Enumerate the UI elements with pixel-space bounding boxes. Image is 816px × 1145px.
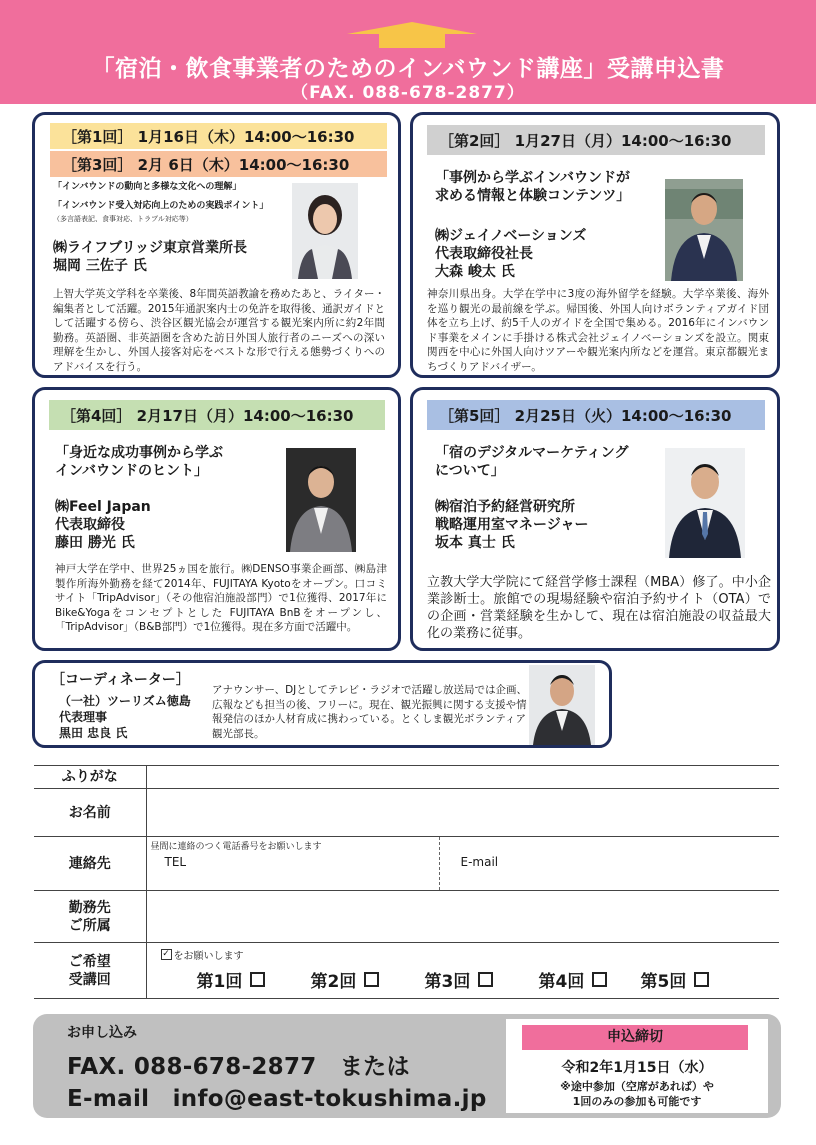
session-card-5 xyxy=(410,387,780,651)
name-field[interactable] xyxy=(146,789,779,837)
session-subtitle: 「宿のデジタルマーケティング について」 xyxy=(435,445,629,479)
up-arrow-icon xyxy=(337,20,487,50)
session-choices xyxy=(197,967,755,992)
deadline-heading: 申込締切 xyxy=(522,1025,748,1050)
label-furigana: ふりがな xyxy=(34,766,146,789)
choice-session-1[interactable] xyxy=(197,967,311,992)
checkbox-icon[interactable] xyxy=(364,972,379,987)
contact-cell xyxy=(146,837,779,891)
apply-heading: お申し込み xyxy=(67,1025,137,1041)
deadline-note: ※途中参加（空席があれば）や 1回のみの参加も可能です xyxy=(560,1080,714,1108)
coordinator-box xyxy=(32,660,612,748)
session-card-4 xyxy=(32,387,401,651)
speaker-name: ㈱Feel Japan 代表取締役 藤田 勝光 氏 xyxy=(55,499,151,551)
apply-email[interactable]: E-mail info@east-tokushima.jp xyxy=(67,1086,487,1112)
session-subtitle: 「事例から学ぶインバウンドが 求める情報と体験コンテンツ」 xyxy=(435,170,631,204)
speaker-name: ㈱ジェイノベーションズ 代表取締役社長 大森 峻太 氏 xyxy=(435,228,587,280)
label-preferred-sessions: ご希望 受講回 xyxy=(34,943,146,999)
tel-field[interactable]: TEL xyxy=(164,855,187,869)
page-title: 「宿泊・飲食事業者のためのインバウンド講座」受講申込書 xyxy=(91,56,725,82)
contact-note: 昼間に連絡のつく電話番号をお願いします xyxy=(150,842,322,852)
label-contact: 連絡先 xyxy=(34,837,146,891)
session-bar-1: ［第1回］ 1月16日（木）14:00～16:30 xyxy=(50,123,387,149)
contact-divider xyxy=(439,837,440,890)
speaker-name: ㈱ライフブリッジ東京営業所長 堀岡 三佐子 氏 xyxy=(53,240,248,274)
speaker-bio: 神奈川県出身。大学在学中に3度の海外留学を経験。大学卒業後、海外を巡り観光の最前線を学ぶ。帰国後、外国人向けボランティアガイド団体を立ち上げ、約5千人のガイドを全国で集める。2016年にインバウンド事業をメインに手掛ける株式会社ジェイノベーションズを設立。関東関西を中心に外国人向けツアーや観光案内所などを運営。東京都観光まちづくりアドバイザー。 xyxy=(427,288,769,373)
speaker-name: ㈱宿泊予約経営研究所 戦略運用室マネージャー 坂本 真士 氏 xyxy=(435,499,589,551)
checkbox-sample-icon: ✓ xyxy=(162,949,170,959)
speaker-photo-sakamoto xyxy=(665,448,745,558)
speaker-photo-omori xyxy=(665,179,743,281)
email-field[interactable]: E-mail xyxy=(460,855,499,869)
label-name: お名前 xyxy=(34,789,146,837)
apply-fax: FAX. 088-678-2877 または xyxy=(67,1054,410,1080)
session-subtitle xyxy=(53,181,293,226)
choice-session-4[interactable] xyxy=(539,967,641,992)
session-subtitle: 「身近な成功事例から学ぶ インバウンドのヒント」 xyxy=(55,445,223,479)
choice-label: 第2回 xyxy=(310,972,357,992)
furigana-field[interactable] xyxy=(146,766,779,789)
check-instruction xyxy=(161,947,244,962)
deadline-date: 令和2年1月15日（水） xyxy=(561,1060,713,1076)
subtitle-line-2: 「インバウンド受入対応向上のための実践ポイント」 xyxy=(53,201,269,211)
checkbox-icon[interactable] xyxy=(250,972,265,987)
session-bar-3: ［第3回］ 2月 6日（木）14:00～16:30 xyxy=(50,151,387,177)
speaker-photo-horioka xyxy=(292,183,358,279)
session-bar-2: ［第2回］ 1月27日（月）14:00～16:30 xyxy=(427,125,765,155)
application-form xyxy=(34,765,779,999)
application-info xyxy=(33,1014,781,1118)
deadline-box xyxy=(506,1019,768,1113)
session-bar-4: ［第4回］ 2月17日（月）14:00～16:30 xyxy=(49,400,385,430)
speaker-bio: 上智大学英文学科を卒業後、8年間英語教諭を務めたあと、ライター・編集者として活躍。2015年通訳案内士の免許を取得後、通訳ガイドとして活躍する傍ら、渋谷区観光協会が運営する観光案内所に約2年間勤務。英語圏、非英語圏を含めた訪日外国人旅行者のニーズへの深い理解を生かし、外国人接客対応をベストな形で行える態勢づくりへのアドバイスを行う。 xyxy=(53,288,385,373)
speaker-photo-fujita xyxy=(286,448,356,552)
coordinator-photo xyxy=(529,665,595,745)
choice-session-5[interactable] xyxy=(641,967,755,992)
header-fax: （FAX. 088-678-2877） xyxy=(291,83,525,103)
coordinator-name: （一社）ツーリズム徳島 代表理事 黒田 忠良 氏 xyxy=(59,694,191,740)
coordinator-heading: ［コーディネーター］ xyxy=(51,672,190,688)
speaker-bio: 神戸大学在学中、世界25ヵ国を旅行。㈱DENSO事業企画部、㈱島津製作所海外勤務を経て2014年、FUJITAYA Kyotoをオープン。口コミサイト「TripAdvisor」（その他宿泊施設部門）で1位獲得、2017年にBike&Yogaをコンセプトとした FUJITAYA BnBをオープンし、「TripAdvisor」（B&B部門）で1位獲得。現在多方面で活躍中。 xyxy=(55,563,387,633)
choice-label: 第4回 xyxy=(538,972,585,992)
subtitle-note: （多言語表記、食事対応、トラブル対応等） xyxy=(53,215,193,223)
subtitle-line-1: 「インバウンドの動向と多様な文化への理解」 xyxy=(53,182,242,192)
choice-label: 第3回 xyxy=(424,972,471,992)
speaker-bio: 立教大学大学院にて経営学修士課程（MBA）修了。中小企業診断士。旅館での現場経験や宿泊予約サイト（OTA）での企画・営業経験を生かして、現在は宿泊施設の収益最大化の業務に従事。 xyxy=(427,575,771,641)
session-bar-5: ［第5回］ 2月25日（火）14:00～16:30 xyxy=(427,400,765,430)
checkbox-icon[interactable] xyxy=(478,972,493,987)
choice-session-2[interactable] xyxy=(311,967,425,992)
choice-label: 第1回 xyxy=(196,972,243,992)
session-card-1-3 xyxy=(32,112,401,378)
choice-label: 第5回 xyxy=(640,972,687,992)
workplace-field[interactable] xyxy=(146,891,779,943)
label-workplace: 勤務先 ご所属 xyxy=(34,891,146,943)
checkbox-icon[interactable] xyxy=(592,972,607,987)
coordinator-bio: アナウンサー、DJとしてテレビ・ラジオで活躍し放送局では企画、広報なども担当の後、フリーに。現在、観光振興に関する支援や情報発信のほか人材育成に携わっている。とくしま観光ボランティア観光部長。 xyxy=(212,684,528,740)
checkbox-icon[interactable] xyxy=(694,972,709,987)
session-choice-cell xyxy=(146,943,779,999)
header-banner xyxy=(0,0,816,104)
choice-session-3[interactable] xyxy=(425,967,539,992)
session-card-2 xyxy=(410,112,780,378)
check-instruction-text: をお願いします xyxy=(173,951,244,962)
